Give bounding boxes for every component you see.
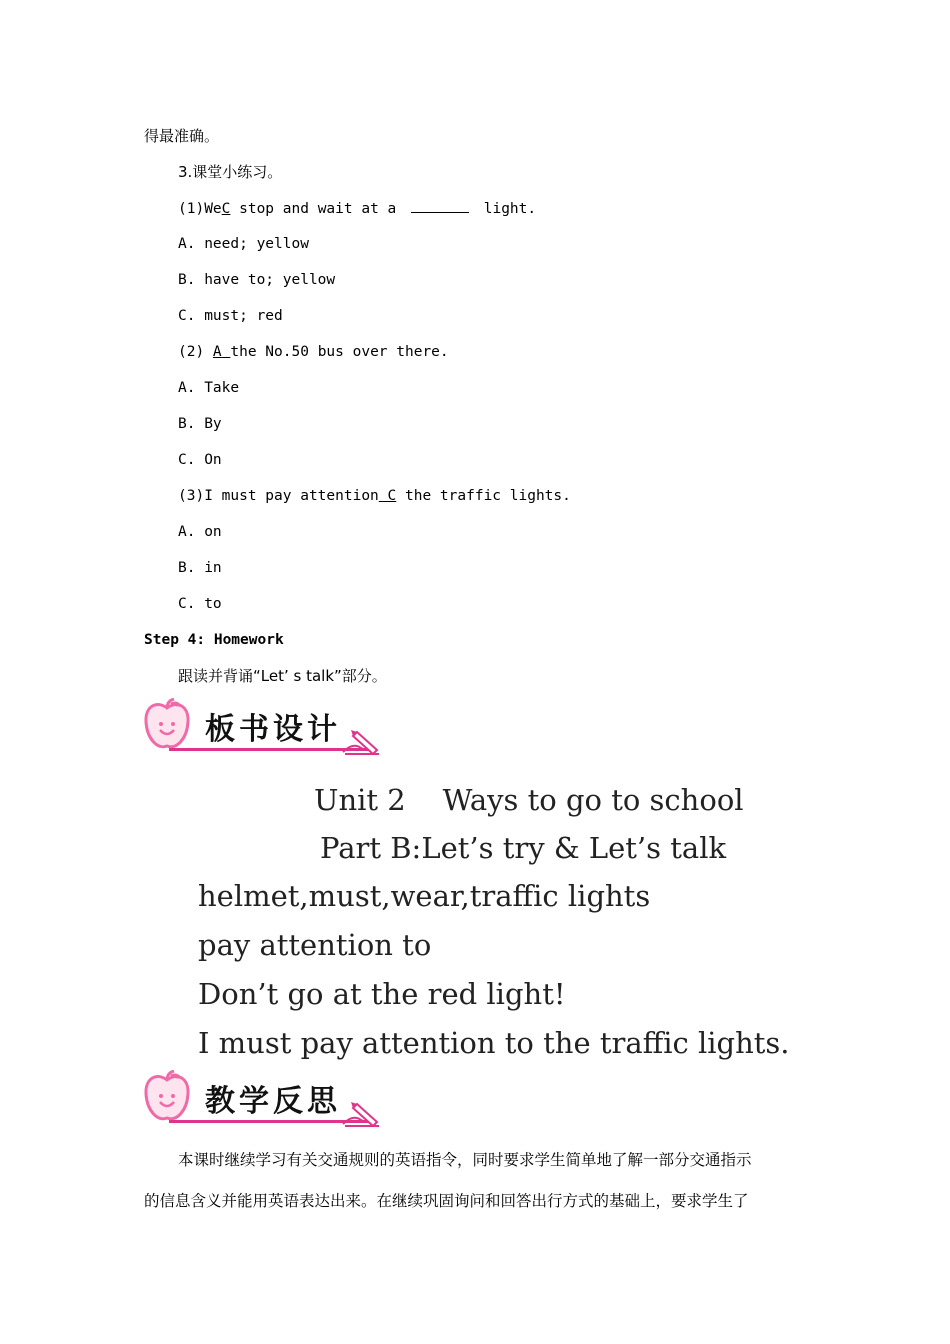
question-3-prefix: (3)I must pay attention <box>178 488 379 504</box>
apple-icon <box>143 698 191 752</box>
board-line-2: pay attention to <box>198 928 432 962</box>
reflection-banner <box>143 1070 383 1136</box>
question-3-suffix: the traffic lights. <box>396 488 571 504</box>
question-1-option-a: A. need; yellow <box>178 236 309 252</box>
question-3 <box>178 486 571 506</box>
board-line-3: Don’t go at the red light! <box>198 977 566 1011</box>
question-1-answer: C <box>221 201 231 217</box>
question-1-prefix: (1)We <box>178 201 222 217</box>
question-1-option-b: B. have to; yellow <box>178 272 336 288</box>
question-1-blank <box>411 198 469 213</box>
question-3-option-a: A. on <box>178 524 222 540</box>
question-1-middle: stop and wait at a <box>230 201 405 217</box>
intro-tail: 得最准确。 <box>144 127 220 145</box>
question-2-answer: A <box>212 344 222 360</box>
step4-title: Step 4: Homework <box>144 632 284 648</box>
question-3-underline-pad <box>379 488 388 504</box>
reflection-line-2: 的信息含义并能用英语表达出来。在继续巩固询问和回答出行方式的基础上，要求学生了 <box>144 1192 749 1210</box>
exercise-heading: 3.课堂小练习。 <box>178 163 283 181</box>
board-line-4: I must pay attention to the traffic lights. <box>198 1026 790 1060</box>
question-2-prefix: (2) <box>178 344 213 360</box>
question-2-suffix: the No.50 bus over there. <box>230 344 449 360</box>
question-3-option-b: B. in <box>178 560 222 576</box>
pen-icon <box>339 724 383 758</box>
board-line-1: helmet,must,wear,traffic lights <box>198 879 651 913</box>
reflection-title: 教学反思 <box>205 1084 341 1119</box>
question-2-option-b: B. By <box>178 416 222 432</box>
board-unit-line: Unit 2 Ways to go to school <box>314 783 744 817</box>
reflection-line-1: 本课时继续学习有关交通规则的英语指令，同时要求学生简单地了解一部分交通指示 <box>178 1151 752 1169</box>
question-3-answer: C <box>387 488 397 504</box>
question-1 <box>178 198 536 219</box>
question-2-option-c: C. On <box>178 452 222 468</box>
board-design-banner <box>143 698 383 764</box>
question-2-option-a: A. Take <box>178 380 240 396</box>
question-1-option-c: C. must; red <box>178 308 283 324</box>
question-3-option-c: C. to <box>178 596 222 612</box>
board-design-title: 板书设计 <box>205 712 341 747</box>
question-2 <box>178 342 449 362</box>
board-part-line: Part B:Let’s try & Let’s talk <box>320 831 727 865</box>
question-1-suffix: light. <box>475 201 537 217</box>
step4-text: 跟读并背诵“Let’ s talk”部分。 <box>178 667 387 685</box>
apple-icon <box>143 1070 191 1124</box>
pen-icon <box>339 1096 383 1130</box>
